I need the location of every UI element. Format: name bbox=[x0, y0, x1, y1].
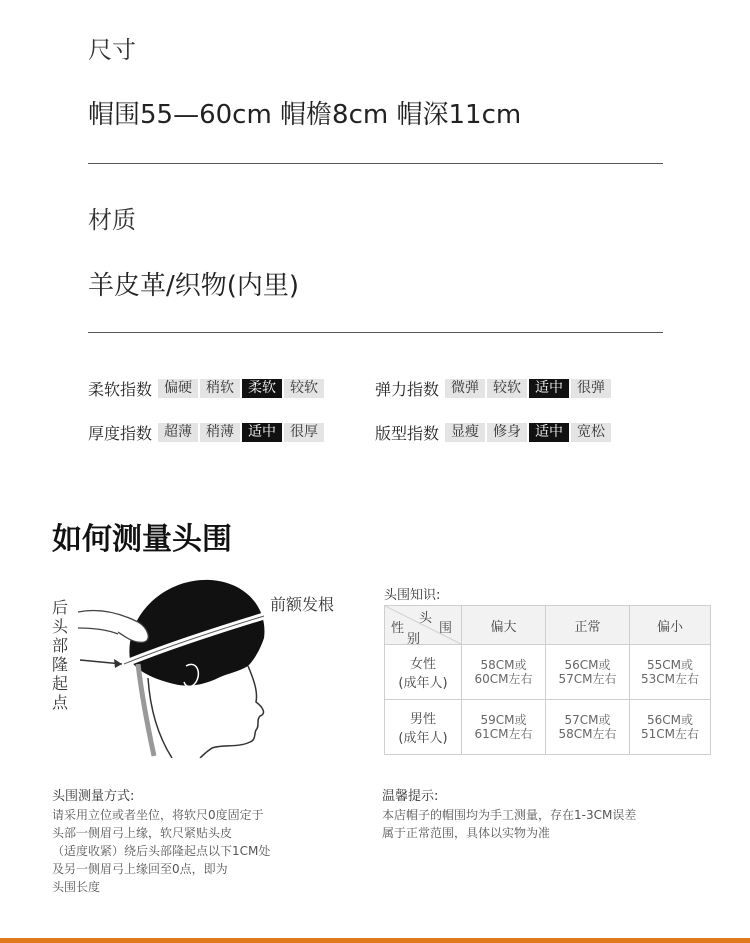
size-value: 帽围55—60cm 帽檐8cm 帽深11cm bbox=[88, 100, 522, 130]
table-cell bbox=[462, 700, 546, 755]
index-label: 厚度指数 bbox=[88, 423, 153, 443]
row-label bbox=[385, 645, 462, 700]
table-cell bbox=[630, 645, 711, 700]
table-cell bbox=[546, 700, 630, 755]
index-option: 较软 bbox=[284, 379, 324, 398]
row-label bbox=[385, 700, 462, 755]
divider bbox=[88, 332, 663, 333]
index-label: 柔软指数 bbox=[88, 379, 153, 399]
divider bbox=[88, 163, 663, 164]
index-elasticity bbox=[375, 377, 613, 399]
measure-heading: 如何测量头围 bbox=[52, 522, 232, 557]
table-row bbox=[385, 700, 711, 755]
table-cell bbox=[462, 645, 546, 700]
index-option: 稍软 bbox=[200, 379, 240, 398]
index-option: 显瘦 bbox=[445, 423, 485, 442]
material-value: 羊皮革/织物(内里) bbox=[88, 271, 300, 301]
table-row bbox=[385, 645, 711, 700]
index-option: 稍薄 bbox=[200, 423, 240, 442]
corner-bottom: 别 bbox=[407, 632, 421, 647]
table-cell bbox=[630, 700, 711, 755]
cell-line: 55CM或 bbox=[646, 658, 693, 672]
head-size-table bbox=[384, 605, 711, 755]
column-header: 正常 bbox=[546, 606, 630, 645]
table-cell bbox=[546, 645, 630, 700]
cell-line: 51CM左右 bbox=[640, 727, 699, 741]
row-label-sub: (成年人) bbox=[398, 731, 448, 746]
size-label: 尺寸 bbox=[88, 36, 136, 64]
method-text bbox=[52, 806, 352, 896]
column-header: 偏小 bbox=[630, 606, 711, 645]
method-line: （适度收紧）绕后头部隆起点以下1CM处 bbox=[52, 844, 271, 858]
index-option-selected: 适中 bbox=[529, 423, 569, 442]
index-option-selected: 适中 bbox=[242, 423, 282, 442]
cell-line: 61CM左右 bbox=[474, 727, 533, 741]
tips-text bbox=[382, 806, 712, 842]
index-softness bbox=[88, 377, 326, 399]
row-label-main: 女性 bbox=[409, 657, 436, 672]
corner-right: 围 bbox=[439, 621, 453, 636]
tips-line: 本店帽子的帽围均为手工测量，存在1-3CM误差 bbox=[382, 808, 637, 822]
row-label-sub: (成年人) bbox=[398, 676, 448, 691]
cell-line: 59CM或 bbox=[480, 713, 527, 727]
index-option: 超薄 bbox=[158, 423, 198, 442]
index-label: 版型指数 bbox=[375, 423, 440, 443]
index-option: 修身 bbox=[487, 423, 527, 442]
index-thickness bbox=[88, 421, 326, 443]
table-corner bbox=[385, 606, 462, 645]
knowledge-title: 头围知识: bbox=[384, 588, 441, 603]
method-line: 头部一侧眉弓上缘，软尺紧贴头皮 bbox=[52, 826, 233, 840]
cell-line: 57CM左右 bbox=[558, 672, 617, 686]
method-line: 头围长度 bbox=[52, 880, 101, 894]
cell-line: 60CM左右 bbox=[474, 672, 533, 686]
cell-line: 56CM或 bbox=[564, 658, 611, 672]
bottom-accent-bar bbox=[0, 938, 750, 943]
tips-title: 温馨提示: bbox=[382, 789, 439, 804]
cell-line: 58CM或 bbox=[480, 658, 527, 672]
cell-line: 56CM或 bbox=[646, 713, 693, 727]
cell-line: 58CM左右 bbox=[558, 727, 617, 741]
method-line: 及另一侧眉弓上缘回至0点，即为 bbox=[52, 862, 228, 876]
column-header: 偏大 bbox=[462, 606, 546, 645]
tips-line: 属于正常范围，具体以实物为准 bbox=[382, 826, 551, 840]
index-option: 很弹 bbox=[571, 379, 611, 398]
index-label: 弹力指数 bbox=[375, 379, 440, 399]
index-option-selected: 柔软 bbox=[242, 379, 282, 398]
back-head-label: 后头部隆起点 bbox=[52, 598, 69, 712]
cell-line: 53CM左右 bbox=[640, 672, 699, 686]
material-label: 材质 bbox=[88, 206, 136, 234]
index-option: 较软 bbox=[487, 379, 527, 398]
index-option: 很厚 bbox=[284, 423, 324, 442]
index-option: 微弹 bbox=[445, 379, 485, 398]
index-fit bbox=[375, 421, 613, 443]
corner-left: 性 bbox=[391, 621, 405, 636]
method-title: 头围测量方式: bbox=[52, 789, 135, 804]
index-option: 偏硬 bbox=[158, 379, 198, 398]
corner-top: 头 bbox=[419, 611, 433, 626]
row-label-main: 男性 bbox=[409, 712, 436, 727]
forehead-label: 前额发根 bbox=[270, 595, 335, 614]
method-line: 请采用立位或者坐位，将软尺0度固定于 bbox=[52, 808, 264, 822]
head-measure-illustration bbox=[78, 568, 278, 758]
index-option: 宽松 bbox=[571, 423, 611, 442]
cell-line: 57CM或 bbox=[564, 713, 611, 727]
index-option-selected: 适中 bbox=[529, 379, 569, 398]
